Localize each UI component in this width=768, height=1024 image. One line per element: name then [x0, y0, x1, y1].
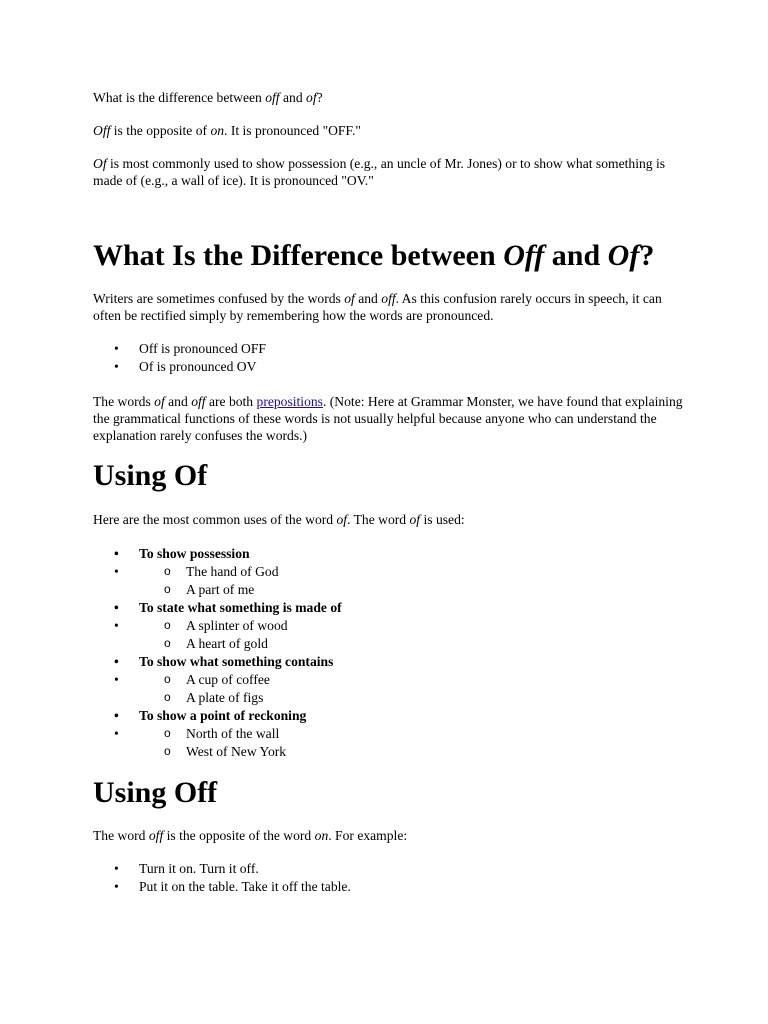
text-run: is most commonly used to show possession (e.g., an uncle of Mr. Jones) or to show what something is made of (e.g., a wall of ice). It is pronounced "OV." — [93, 156, 666, 188]
use-examples — [93, 671, 683, 707]
use-item: • To show possession — [93, 545, 683, 563]
italic-term: off — [148, 828, 164, 843]
italic-term: of — [336, 512, 348, 527]
using-of-intro — [93, 511, 683, 528]
text-run: . As this confusion rarely occurs in speech, it can often be rectified simply by remembering how the words are pronounced. — [93, 291, 662, 323]
list-item: • Turn it on. Turn it off. — [93, 860, 683, 878]
example-item: o • North of the wall — [93, 725, 683, 743]
text-run: ? — [316, 90, 323, 105]
intro-question — [93, 89, 683, 106]
use-item: • To show what something contains — [93, 653, 683, 671]
use-item: • To state what something is made of — [93, 599, 683, 617]
text-run: . The word — [347, 512, 410, 527]
confusion-paragraph — [93, 290, 683, 324]
italic-term: Off — [503, 239, 545, 272]
text-run: What is the difference between — [93, 90, 266, 105]
text-run: ? — [639, 239, 655, 272]
italic-term: off — [191, 394, 206, 409]
using-off-intro — [93, 827, 683, 844]
example-item: o West of New York — [93, 743, 683, 761]
list-item: • Off is pronounced OFF — [93, 340, 683, 358]
text-run: and — [544, 239, 608, 272]
pronunciation-list — [93, 340, 683, 376]
text-run: Here are the most common uses of the word — [93, 512, 337, 527]
italic-term: on — [210, 123, 225, 138]
text-run: are both — [205, 394, 257, 409]
use-examples — [93, 563, 683, 599]
text-run: . For example: — [328, 828, 408, 843]
of-uses-list — [93, 545, 683, 761]
text-run: . It is pronounced "OFF." — [224, 123, 361, 138]
text-run: . (Note: Here at Grammar Monster, we have found that explaining the grammatical functions of these words is not usually helpful because anyone who can understand the explanation rarely confuses the words.) — [93, 394, 683, 443]
heading-using-off: Using Off — [93, 776, 218, 809]
italic-term: of — [344, 291, 355, 306]
prepositions-link[interactable]: prepositions — [256, 394, 323, 409]
example-item: o • A cup of coffee — [93, 671, 683, 689]
use-examples — [93, 725, 683, 761]
italic-term: Of — [607, 239, 640, 272]
text-run: and — [354, 291, 382, 306]
italic-term: Of — [93, 156, 107, 171]
example-item: o • The hand of God — [93, 563, 683, 581]
prepositions-note — [93, 393, 683, 444]
text-run: and — [279, 90, 307, 105]
text-run: Writers are sometimes confused by the words — [93, 291, 345, 306]
italic-term: off — [381, 291, 396, 306]
italic-term: off — [265, 90, 280, 105]
list-item: • Of is pronounced OV — [93, 358, 683, 376]
intro-off-definition — [93, 122, 683, 139]
use-item: • To show a point of reckoning — [93, 707, 683, 725]
text-run: and — [164, 394, 192, 409]
use-examples — [93, 617, 683, 653]
text-run: is the opposite of the word — [163, 828, 315, 843]
list-item: • Put it on the table. Take it off the table. — [93, 878, 683, 896]
text-run: What Is the Difference between — [93, 239, 504, 272]
heading-using-of: Using Of — [93, 459, 208, 492]
example-item: o A part of me — [93, 581, 683, 599]
italic-term: of — [306, 90, 317, 105]
text-run: is used: — [420, 512, 465, 527]
italic-term: Off — [93, 123, 111, 138]
example-item: o • A splinter of wood — [93, 617, 683, 635]
heading-difference — [93, 238, 683, 274]
italic-term: of — [154, 394, 165, 409]
example-item: o A plate of figs — [93, 689, 683, 707]
off-examples-list — [93, 860, 683, 896]
italic-term: of — [409, 512, 421, 527]
text-run: The words — [93, 394, 155, 409]
intro-of-definition — [93, 155, 683, 189]
text-run: The word — [93, 828, 149, 843]
text-run: is the opposite of — [110, 123, 211, 138]
example-item: o A heart of gold — [93, 635, 683, 653]
italic-term: on — [314, 828, 329, 843]
